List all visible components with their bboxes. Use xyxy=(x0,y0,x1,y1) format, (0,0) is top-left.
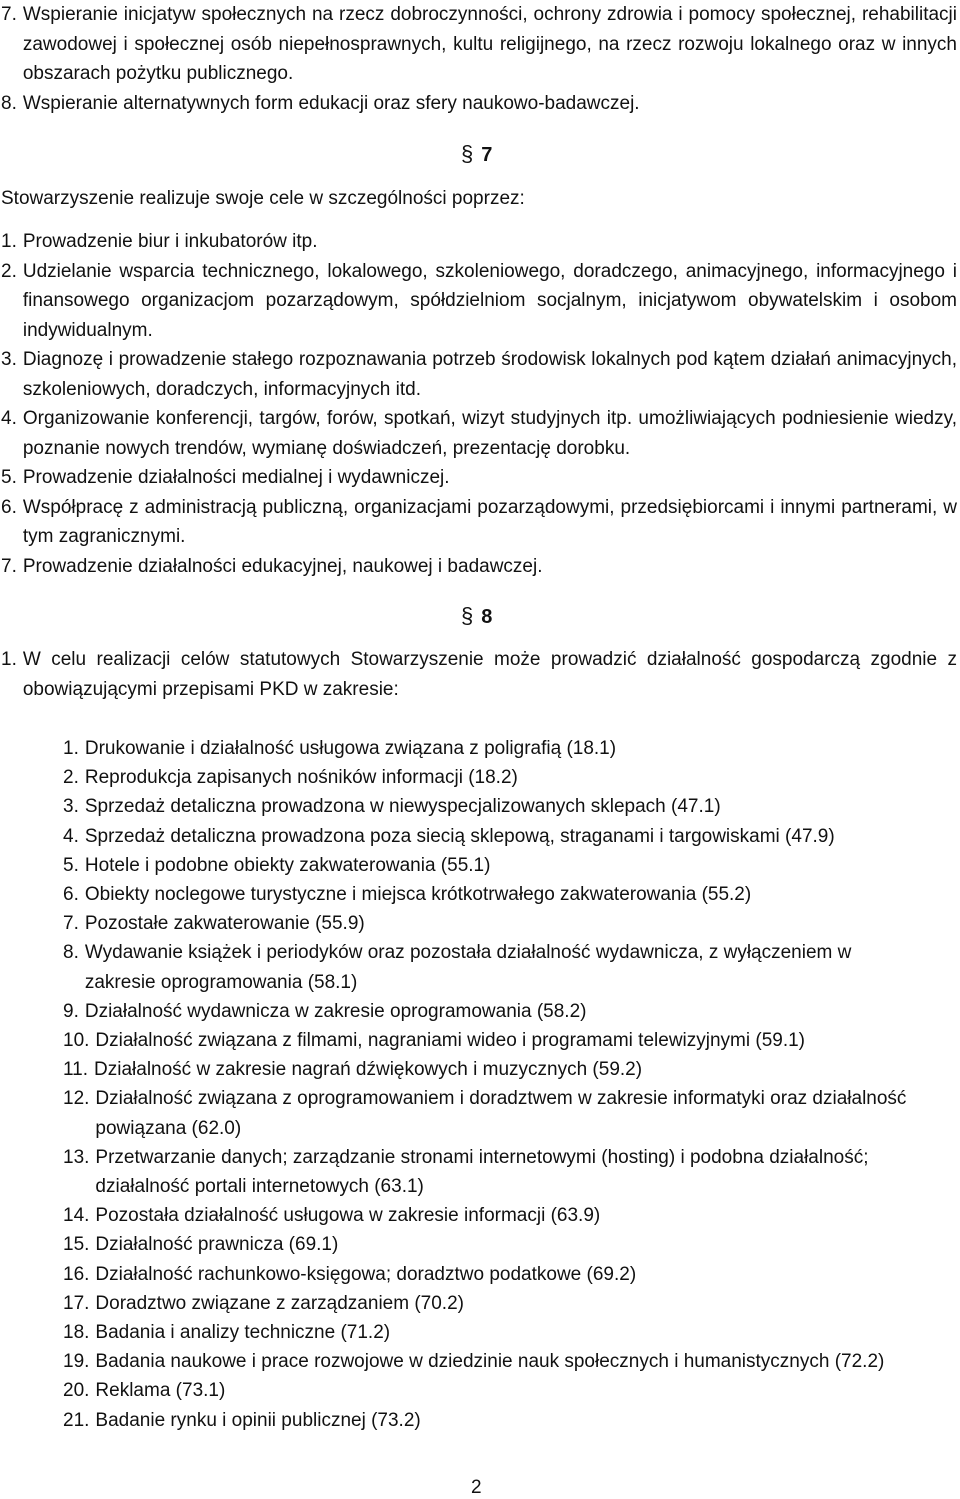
list-number: 13. xyxy=(63,1146,90,1168)
list-text: Doradztwo związane z zarządzaniem (70.2) xyxy=(95,1292,464,1314)
list-number: 17. xyxy=(63,1292,90,1314)
list-text: Hotele i podobne obiekty zakwaterowania (55.1) xyxy=(84,854,491,876)
list-item xyxy=(1,345,957,404)
list-number: 8. xyxy=(1,92,17,114)
list-number: 1. xyxy=(1,231,17,252)
list-item xyxy=(63,1143,923,1201)
list-item xyxy=(1,463,957,493)
list-text: Działalność związana z oprogramowaniem i doradztwem w zakresie informatyki oraz działalność powiązana (62.0) xyxy=(95,1088,907,1139)
section-7-heading xyxy=(461,141,492,167)
list-text: Badania naukowe i prace rozwojowe w dziedzinie nauk społecznych i humanistycznych (72.2) xyxy=(95,1351,885,1373)
list-item xyxy=(1,493,957,552)
list-item xyxy=(63,1084,923,1142)
list-item xyxy=(63,734,923,763)
list-item xyxy=(63,1347,923,1376)
list-item xyxy=(63,997,923,1026)
list-item xyxy=(63,1376,923,1405)
list-number: 14. xyxy=(63,1205,90,1227)
list-text: Organizowanie konferencji, targów, forów, spotkań, wizyt studyjnych itp. umożliwiających podniesienie wiedzy, poznanie nowych trendów, wymianę doświadczeń, prezentację dorobku. xyxy=(22,408,957,459)
list-item xyxy=(63,1055,923,1084)
list-item xyxy=(63,1260,923,1289)
list-number: 16. xyxy=(63,1263,90,1285)
list-text: Działalność wydawnicza w zakresie oprogramowania (58.2) xyxy=(84,1000,587,1022)
section-number: 8 xyxy=(481,606,493,628)
list-item xyxy=(1,0,957,89)
list-number: 9. xyxy=(63,1000,79,1022)
list-item xyxy=(63,822,923,851)
list-text: Wspieranie alternatywnych form edukacji oraz sfery naukowo-badawczej. xyxy=(22,92,640,114)
list-item xyxy=(1,552,957,582)
list-text: Diagnozę i prowadzenie stałego rozpoznawania potrzeb środowisk lokalnych pod kątem działań animacyjnych, szkoleniowych, doradczych, informacyjnych itd. xyxy=(22,349,957,400)
list-text: Sprzedaż detaliczna prowadzona poza siecią sklepową, straganami i targowiskami (47.9) xyxy=(84,825,835,847)
list-text: Wydawanie książek i periodyków oraz pozostała działalność wydawnicza, z wyłączeniem w zakresie oprogramowania (58.1) xyxy=(84,942,852,993)
list-number: 3. xyxy=(63,796,79,818)
list-text: Prowadzenie działalności edukacyjnej, naukowej i badawczej. xyxy=(22,555,543,577)
list-item xyxy=(63,1289,923,1318)
list-text: Prowadzenie działalności medialnej i wydawniczej. xyxy=(22,467,450,488)
list-number: 21. xyxy=(63,1409,90,1431)
list-text: Przetwarzanie danych; zarządzanie stronami internetowymi (hosting) i podobna działalność; działalność portali internetowych (63.1) xyxy=(95,1146,869,1198)
list-text: Reklama (73.1) xyxy=(95,1380,226,1402)
continued-goals-list xyxy=(1,0,957,118)
list-number: 2. xyxy=(63,767,79,789)
list-number: 2. xyxy=(1,260,17,282)
list-number: 4. xyxy=(63,825,79,847)
list-item xyxy=(63,909,923,938)
list-number: 3. xyxy=(1,349,17,370)
list-item xyxy=(63,938,923,996)
list-number: 18. xyxy=(63,1322,90,1344)
list-item xyxy=(1,89,957,119)
list-item xyxy=(63,1026,923,1055)
list-number: 15. xyxy=(63,1234,90,1256)
list-text: Badanie rynku i opinii publicznej (73.2) xyxy=(95,1409,421,1431)
list-item xyxy=(63,880,923,909)
list-item xyxy=(1,257,957,346)
list-text: Drukowanie i działalność usługowa związana z poligrafią (18.1) xyxy=(84,738,617,759)
list-number: 20. xyxy=(63,1380,90,1402)
list-text: Pozostała działalność usługowa w zakresie informacji (63.9) xyxy=(95,1205,601,1227)
list-text: Obiekty noclegowe turystyczne i miejsca krótkotrwałego zakwaterowania (55.2) xyxy=(84,884,752,906)
list-number: 6. xyxy=(63,884,79,906)
list-number: 12. xyxy=(63,1088,90,1110)
list-number: 11. xyxy=(63,1059,89,1081)
section-number: 7 xyxy=(481,144,493,166)
list-number: 7. xyxy=(1,4,17,25)
list-number: 5. xyxy=(63,854,79,876)
section-7-list xyxy=(1,227,957,581)
list-text: Badania i analizy techniczne (71.2) xyxy=(95,1322,391,1344)
list-number: 5. xyxy=(1,467,17,488)
pkd-activity-list xyxy=(63,734,923,1435)
section-8-heading xyxy=(461,603,492,629)
section-7-intro: Stowarzyszenie realizuje swoje cele w szczególności poprzez: xyxy=(1,188,525,209)
list-item xyxy=(1,227,957,257)
list-item xyxy=(63,763,923,792)
list-text: Działalność prawnicza (69.1) xyxy=(95,1234,339,1256)
section-sign: § xyxy=(461,603,474,628)
list-number: 6. xyxy=(1,496,17,518)
list-number: 7. xyxy=(63,913,79,935)
section-sign: § xyxy=(461,141,474,166)
list-number: 4. xyxy=(1,408,17,429)
list-text: Prowadzenie biur i inkubatorów itp. xyxy=(22,231,318,252)
list-text: Działalność rachunkowo-księgowa; doradztwo podatkowe (69.2) xyxy=(95,1263,637,1285)
list-item xyxy=(63,1230,923,1259)
list-text: Udzielanie wsparcia technicznego, lokalowego, szkoleniowego, doradczego, animacyjnego, informacyjnego i finansowego organizacjom pozarządowym, spółdzielniom socjalnym, inicjatywom obywatelskim i osobom indywidualnym. xyxy=(22,260,957,341)
list-number: 19. xyxy=(63,1351,90,1373)
list-text: Wspieranie inicjatyw społecznych na rzecz dobroczynności, ochrony zdrowia i pomocy społecznej, rehabilitacji zawodowej i społecznej osób niepełnosprawnych, kultu religijnego, na rzecz rozwoju lokalnego oraz w innych obszarach pożytku publicznego. xyxy=(22,4,957,84)
page-number: 2 xyxy=(471,1477,482,1498)
list-number: 7. xyxy=(1,555,17,577)
list-item xyxy=(63,1201,923,1230)
list-text: W celu realizacji celów statutowych Stowarzyszenie może prowadzić działalność gospodarczą zgodnie z obowiązującymi przepisami PKD w zakresie: xyxy=(22,649,957,700)
list-item xyxy=(63,1318,923,1347)
list-item xyxy=(63,792,923,821)
list-text: Współpracę z administracją publiczną, organizacjami pozarządowymi, przedsiębiorcami i innymi partnerami, w tym zagranicznymi. xyxy=(22,496,957,547)
list-item xyxy=(63,851,923,880)
list-text: Sprzedaż detaliczna prowadzona w niewyspecjalizowanych sklepach (47.1) xyxy=(84,796,721,818)
list-number: 10. xyxy=(63,1030,90,1052)
list-number: 8. xyxy=(63,942,79,964)
section-8-intro xyxy=(1,645,957,705)
list-number: 1. xyxy=(1,649,17,670)
list-item xyxy=(1,404,957,463)
list-text: Pozostałe zakwaterowanie (55.9) xyxy=(84,913,365,935)
list-text: Działalność w zakresie nagrań dźwiękowych i muzycznych (59.2) xyxy=(94,1059,643,1081)
list-item xyxy=(63,1406,923,1435)
list-text: Działalność związana z filmami, nagraniami wideo i programami telewizyjnymi (59.1) xyxy=(95,1030,806,1052)
list-text: Reprodukcja zapisanych nośników informacji (18.2) xyxy=(84,767,518,789)
list-number: 1. xyxy=(63,738,79,759)
